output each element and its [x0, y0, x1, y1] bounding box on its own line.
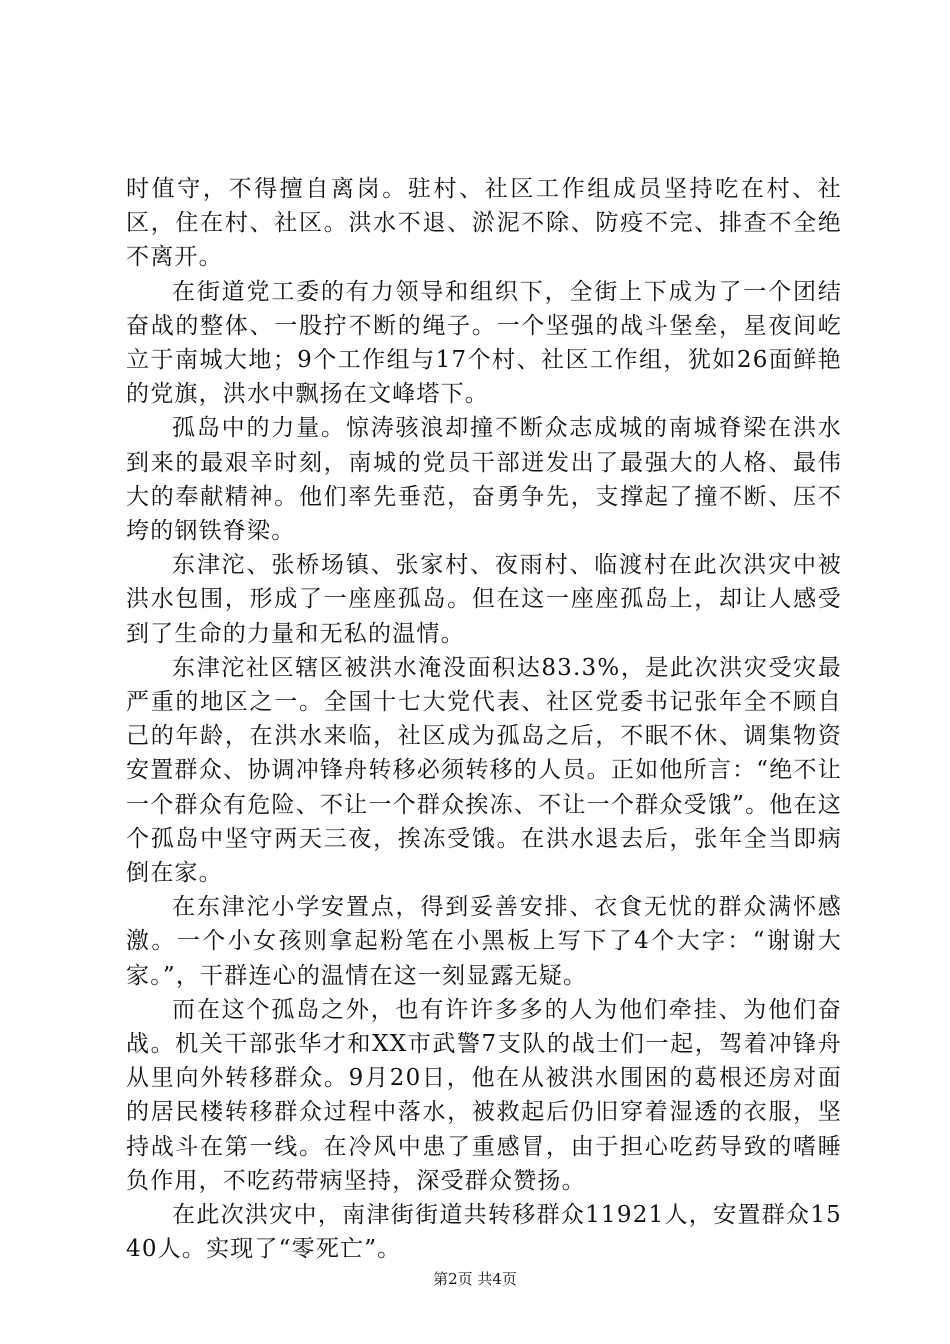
paragraph: 孤岛中的力量。惊涛骇浪却撞不断众志成城的南城脊梁在洪水到来的最艰辛时刻，南城的党员干部迸发出了最强大的人格、最伟大的奉献精神。他们率先垂范，奋勇争先，支撑起了撞不断、压不垮的钢铁脊梁。 [126, 415, 842, 545]
paragraph: 在东津沱小学安置点，得到妥善安排、衣食无忧的群众满怀感激。一个小女孩则拿起粉笔在小黑板上写下了4个大字：“谢谢大家。”，干群连心的温情在这一刻显露无疑。 [126, 894, 842, 989]
paragraph: 在此次洪灾中，南津街街道共转移群众11921人，安置群众1540人。实现了“零死亡”。 [126, 1202, 842, 1263]
page-footer [0, 1268, 950, 1289]
document-body [126, 172, 842, 1267]
paragraph: 而在这个孤岛之外，也有许许多多的人为他们牵挂、为他们奋战。机关干部张华才和XX市武警7支队的战士们一起，驾着冲锋舟从里向外转移群众。9月20日，他在从被洪水围困的葛根还房对面的居民楼转移群众过程中落水，被救起后仍旧穿着湿透的衣服，坚持战斗在第一线。在冷风中患了重感冒，由于担心吃药导致的嗜睡负作用，不吃药带病坚持，深受群众赞扬。 [126, 996, 842, 1194]
paragraph: 在街道党工委的有力领导和组织下，全街上下成为了一个团结奋战的整体、一股拧不断的绳子。一个坚强的战斗堡垒，星夜间屹立于南城大地；9个工作组与17个村、社区工作组，犹如26面鲜艳的党旗，洪水中飘扬在文峰塔下。 [126, 278, 842, 408]
paragraph: 时值守，不得擅自离岗。驻村、社区工作组成员坚持吃在村、社区，住在村、社区。洪水不退、淤泥不除、防疫不完、排查不全绝不离开。 [126, 176, 842, 271]
page-number-label: 第2页 共4页 [433, 1270, 517, 1288]
paragraph: 东津沱社区辖区被洪水淹没面积达83.3%，是此次洪灾受灾最严重的地区之一。全国十七大党代表、社区党委书记张年全不顾自己的年龄，在洪水来临，社区成为孤岛之后，不眠不休、调集物资安置群众、协调冲锋舟转移必须转移的人员。正如他所言：“绝不让一个群众有危险、不让一个群众挨冻、不让一个群众受饿”。他在这个孤岛中坚守两天三夜，挨冻受饿。在洪水退去后，张年全当即病倒在家。 [126, 654, 842, 887]
paragraph: 东津沱、张桥场镇、张家村、夜雨村、临渡村在此次洪灾中被洪水包围，形成了一座座孤岛。但在这一座座孤岛上，却让人感受到了生命的力量和无私的温情。 [126, 552, 842, 647]
